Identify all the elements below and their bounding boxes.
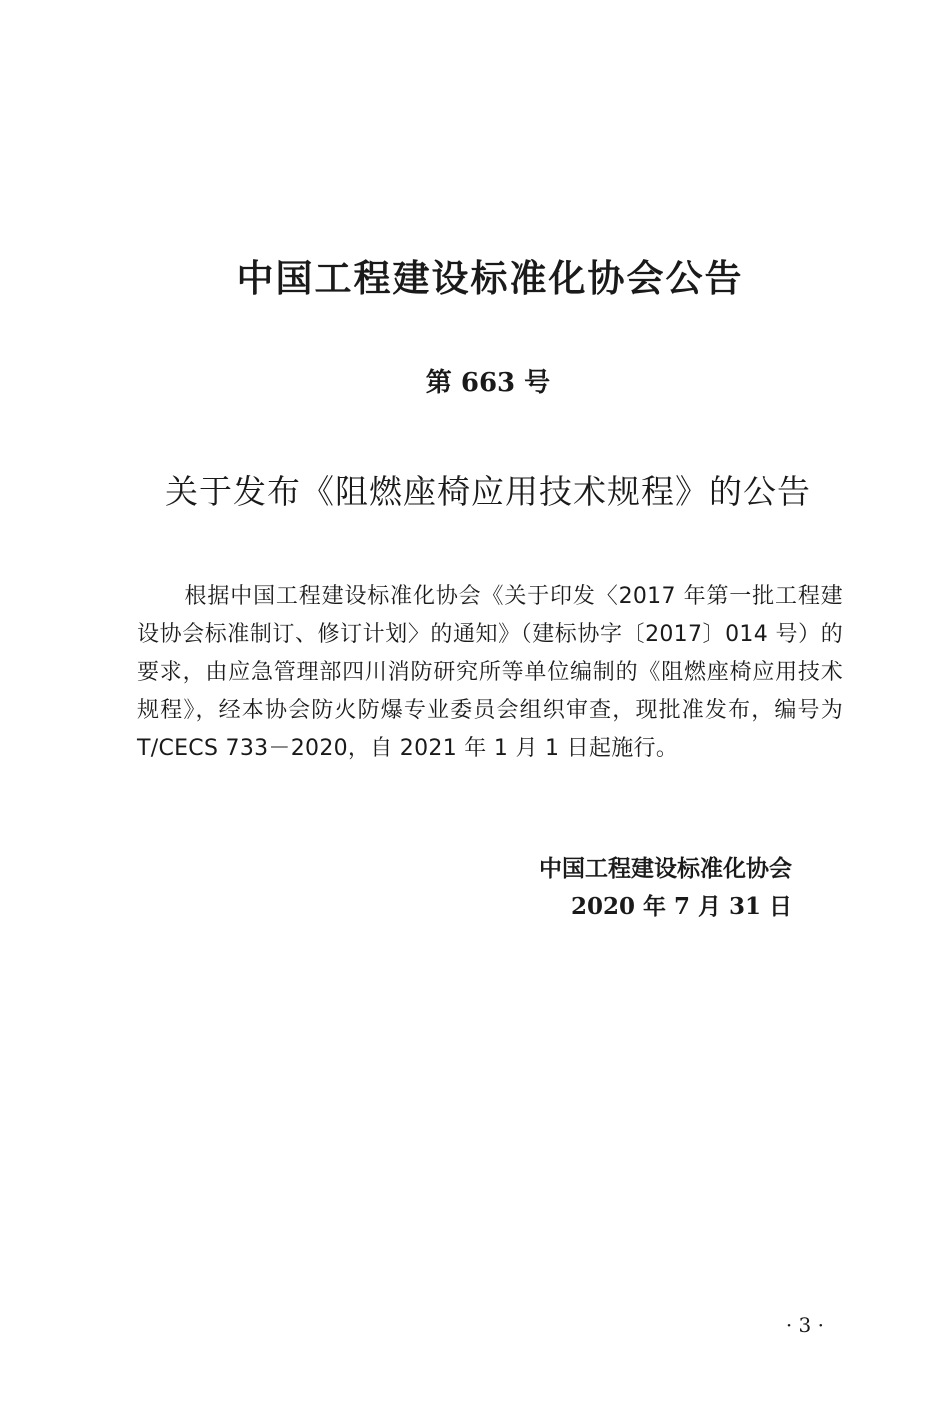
announcement-number: 第 663 号 [425,368,551,398]
page-number: · 3 · [785,1313,824,1337]
issuer-signature: 中国工程建设标准化协会 [539,856,792,882]
announcement-body-paragraph [137,578,843,768]
announcement-org-title: 中国工程建设标准化协会公告 [236,257,744,300]
announcement-subject: 关于发布《阻燃座椅应用技术规程》的公告 [165,472,811,511]
issue-date: 2020 年 7 月 31 日 [570,893,792,920]
announcement-body-text: 根据中国工程建设标准化协会《关于印发〈2017 年第一批工程建设协会标准制订、修订计划〉的通知》（建标协字〔2017〕014 号）的要求，由应急管理部四川消防研究所等单位编制的《阻燃座椅应用技术规程》，经本协会防火防爆专业委员会组织审查，现批准发布，编号为 T/CECS 733－2020，自 2021 年 1 月 1 日起施行。 [137,584,843,761]
